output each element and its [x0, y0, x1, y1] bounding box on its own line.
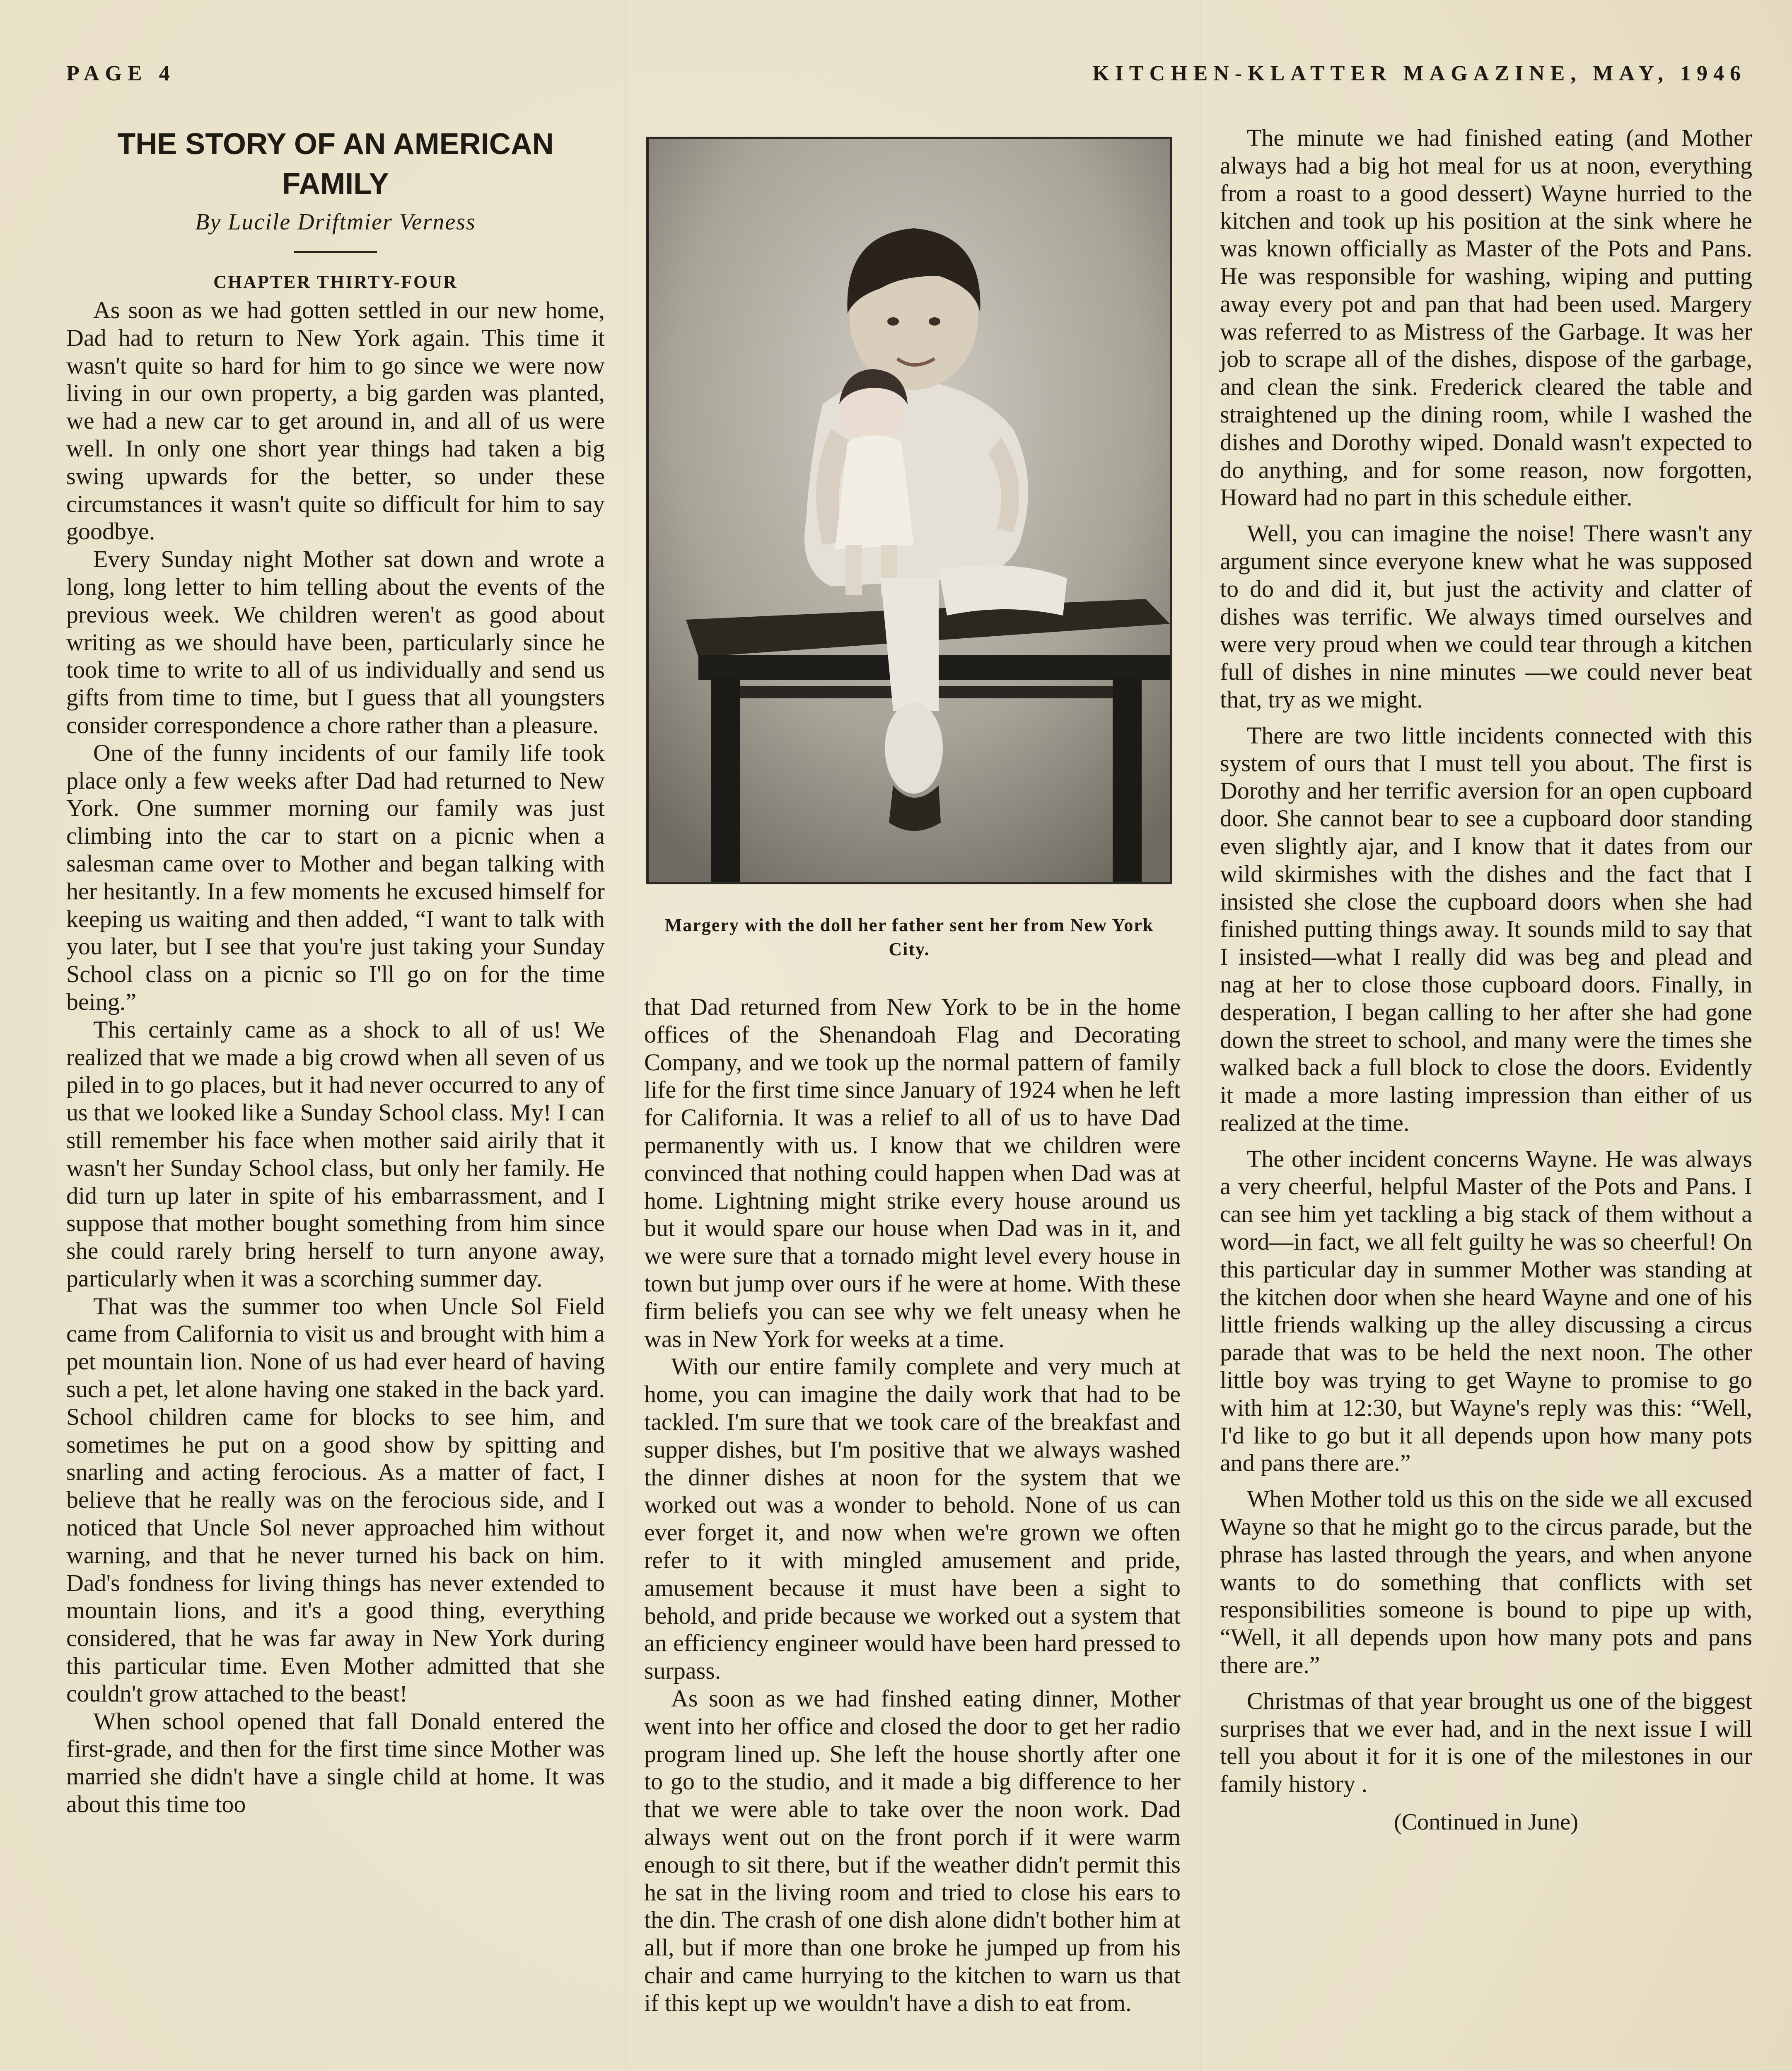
paragraph: This certainly came as a shock to all of us! We realized that we made a big crowd when all seven of us piled in to go places, but it had never occurred to any of us that we looked like a Sunday School class. My! I can still remember his face when mother said airily that it wasn't her Sunday School class, but only her family. He did turn up later in spite of his embarrassment, and I suppose that mother bought something from him since she could rarely bring herself to turn anyone away, particularly when it was a scorching summer day.: [66, 1016, 605, 1292]
page-number: PAGE 4: [66, 62, 176, 85]
paragraph: There are two little incidents connected with this system of ours that I must tell you about. The first is Dorothy and her terrific aversion for an open cupboard door. She cannot bear to see a cupboard door standing even slightly ajar, and I know that it dates from our wild skirmishes with the dishes and the fact that I insisted she close the cupboard doors when she had finished putting things away. It sounds mild to say that I insisted—what I really did was beg and plead and nag at her to close those cupboard doors. Finally, in desperation, I began calling to her after she had gone down the street to school, and many were the times she walked back a full block to close the doors. Evidently it made a more lasting impression than either of us realized at the time.: [1220, 722, 1752, 1136]
photo-illustration: [649, 139, 1170, 882]
paragraph: When school opened that fall Donald entered the first-grade, and then for the first time since Mother was married she didn't have a single child at home. It was about this time too: [66, 1707, 605, 1818]
article-byline: By Lucile Driftmier Verness: [195, 209, 476, 235]
photo-caption: Margery with the doll her father sent her from New York City.: [664, 915, 1154, 959]
column-gutter: [625, 0, 626, 2071]
paragraph: As soon as we had gotten settled in our new home, Dad had to return to New York again. This time it wasn't quite so hard for him to go since we were now living in our own property, a big garden was planted, we had a new car to get around in, and all of us were well. In only one short year things had taken a big swing upwards for the better, so under these circumstances it wasn't quite so difficult for him to say goodbye.: [66, 297, 605, 545]
chapter-heading: CHAPTER THIRTY-FOUR: [213, 272, 458, 292]
paragraph: Christmas of that year brought us one of the biggest surprises that we ever had, and in the next issue I will tell you about it for it is one of the milestones in our family history .: [1220, 1687, 1752, 1798]
paragraph: The minute we had finished eating (and Mother always had a big hot meal for us at noon, everything from a roast to a good dessert) Wayne hurried to the kitchen and took up his position at the sink where he was known officially as Master of the Pots and Pans. He was responsible for washing, wiping and putting away every pot and pan that had been used. Margery was referred to as Mistress of the Garbage. It was her job to scrape all of the dishes, dispose of the garbage, and clean the sink. Frederick cleared the table and straightened up the dining room, while I washed the dishes and Dorothy wiped. Donald wasn't expected to do anything, and for some reason, now forgotten, Howard had no part in this schedule either.: [1220, 124, 1752, 511]
paragraph: That was the summer too when Uncle Sol Field came from California to visit us and brought with him a pet mountain lion. None of us had ever heard of having such a pet, let alone having one staked in the back yard. School children came for blocks to see him, and sometimes he put on a good show by spitting and snarling and acting ferocious. As a matter of fact, I believe that he really was on the ferocious side, and I noticed that Uncle Sol never approached him without warning, and that he never turned his back on him. Dad's fondness for living things has never extended to mountain lions, and it's a good thing, everything considered, that he was far away in New York during this particular time. Even Mother admitted that she couldn't grow attached to the beast!: [66, 1292, 605, 1707]
article-title: THE STORY OF AN AMERICAN FAMILY: [117, 128, 554, 200]
column-gutter: [1200, 0, 1201, 2071]
article-column-3: [1220, 124, 1752, 1835]
magazine-running-head: KITCHEN-KLATTER MAGAZINE, MAY, 1946: [1092, 62, 1746, 85]
paragraph: that Dad returned from New York to be in the home offices of the Shenandoah Flag and Decorating Company, and we took up the normal pattern of family life for the first time since January of 1924 when he left for California. It was a relief to all of us to have Dad permanently with us. I know that we children were convinced that nothing could happen when Dad was at home. Lightning might strike every house around us but it would spare our house when Dad was in it, and we were sure that a tornado might level every house in town but jump over ours if he were at home. With these firm beliefs you can see why we felt uneasy when he was in New York for weeks at a time.: [644, 993, 1181, 1352]
article-column-2: [644, 993, 1181, 2017]
paragraph: Well, you can imagine the noise! There wasn't any argument since everyone knew what he was supposed to do and did it, but just the activity and clatter of dishes was terrific. We always timed ourselves and were very proud when we could tear through a kitchen full of dishes in nine minutes —we could never beat that, try as we might.: [1220, 520, 1752, 713]
title-divider: [294, 251, 377, 253]
paragraph: As soon as we had finshed eating dinner, Mother went into her office and closed the door to get her radio program lined up. She left the house shortly after one to go to the studio, and it made a big difference to her that we were able to take over the noon work. Dad always went out on the front porch if it were warm enough to sit there, but if the weather didn't permit this he sat in the living room and tried to close his ears to the din. The crash of one dish alone didn't bother him at all, but if more than one broke he jumped up from his chair and came hurrying to the kitchen to warn us that if this kept up we wouldn't have a dish to eat from.: [644, 1685, 1181, 2016]
paragraph: When Mother told us this on the side we all excused Wayne so that he might go to the circus parade, but the phrase has lasted through the years, and when anyone wants to do something that conflicts with set responsibilities someone is bound to pipe up with, “Well, it all depends upon how many pots and pans there are.”: [1220, 1485, 1752, 1679]
paragraph: One of the funny incidents of our family life took place only a few weeks after Dad had returned to New York. One summer morning our family was just climbing into the car to start on a picnic when a salesman came over to Mother and began talking with her hesitantly. In a few moments he excused himself for keeping us waiting and then added, “I want to talk with you later, but I see that you're just taking your Sunday School class on a picnic so I'll go on for the time being.”: [66, 739, 605, 1015]
continued-note: (Continued in June): [1394, 1809, 1578, 1835]
photo-girl-with-doll: [646, 137, 1172, 884]
paragraph: Every Sunday night Mother sat down and wrote a long, long letter to him telling about the events of the previous week. We children weren't as good about writing as we should have been, particularly since he took time to write to all of us individually and send us gifts from time to time, but I guess that all youngsters consider correspondence a chore rather than a pleasure.: [66, 546, 605, 739]
paragraph: The other incident concerns Wayne. He was always a very cheerful, helpful Master of the Pots and Pans. I can see him yet tackling a big stack of them without a word—in fact, we all felt guilty he was so cheerful! On this particular day in summer Mother was standing at the kitchen door when she heard Wayne and one of his little friends walking up the alley discussing a circus parade that was to be held the next noon. The other little boy was trying to get Wayne to promise to go with him at 12:30, but Wayne's reply was this: “Well, I'd like to go but it all depends upon how many pots and pans there are.”: [1220, 1145, 1752, 1477]
article-column-1: [66, 124, 605, 1818]
paragraph: With our entire family complete and very much at home, you can imagine the daily work that had to be tackled. I'm sure that we took care of the breakfast and supper dishes, but I'm positive that we always washed the dinner dishes at noon for the system that we worked out was a wonder to behold. None of us can ever forget it, and now when we're grown we often refer to it with mingled amusement and pride, amusement because it must have been a sight to behold, and pride because we worked out a system that an efficiency engineer would have been hard pressed to surpass.: [644, 1353, 1181, 1685]
